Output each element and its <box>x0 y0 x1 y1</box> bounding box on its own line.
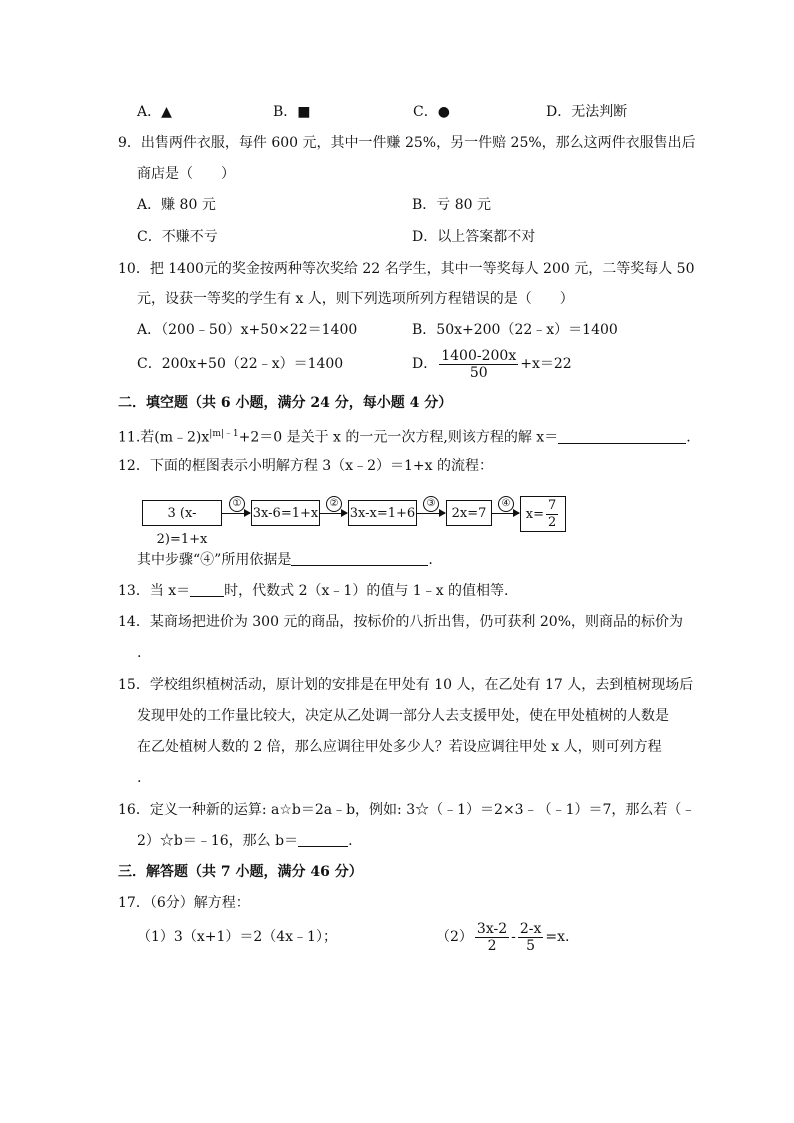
answer-blank[interactable] <box>190 582 224 597</box>
q15-stem-line4: . <box>137 770 142 786</box>
q9-option-c: C．不赚不亏 <box>137 229 218 245</box>
fraction-numerator: 7 <box>547 497 557 513</box>
q13-text-post: 时，代数式 2（x﹣1）的值与 1﹣x 的值相等. <box>224 583 509 599</box>
flow-box-4: 2x=7 <box>446 500 492 526</box>
fraction-denominator: 2 <box>487 937 497 954</box>
q10-stem-line1: 10．把 1400元的奖金按两种等次奖给 22 名学生，其中一等奖每人 200 元，二等奖每人 50 <box>118 261 695 277</box>
q16-stem-line2 <box>137 831 353 851</box>
flow-arrow-3 <box>417 513 445 514</box>
q12-basis-question <box>137 550 433 570</box>
q12-basis-pre: 其中步骤“ <box>137 552 201 568</box>
q11-text-pre: 11.若(m﹣2)x <box>118 429 210 446</box>
q14-stem-line2: . <box>137 645 142 661</box>
fraction-denominator: 5 <box>526 937 536 954</box>
step-1-marker: ① <box>229 496 245 512</box>
q15-stem-line1: 15．学校组织植树活动，原计划的安排是在甲处有 10 人，在乙处有 17 人，去到植树现场后 <box>118 677 694 693</box>
triangle-icon: ▲ <box>161 104 172 120</box>
answer-blank[interactable] <box>291 551 428 566</box>
q10-option-a: A．（200﹣50）x+50×22＝1400 <box>137 322 358 338</box>
final-fraction <box>546 498 558 531</box>
q10-option-d-tail: +x＝22 <box>520 356 572 372</box>
q17-part2-label: （2） <box>436 929 473 945</box>
flow-box-final <box>520 496 566 532</box>
q9-stem-line2: 商店是（ ） <box>137 166 235 182</box>
q11-end: . <box>686 429 691 446</box>
flow-box-3: 3x-x=1+6 <box>348 500 417 526</box>
q13-text-pre: 13．当 x＝ <box>118 583 191 599</box>
section-2-heading: 二．填空题（共 6 小题，满分 24 分，每小题 4 分） <box>118 395 453 411</box>
q11-stem <box>118 424 691 448</box>
q15-stem-line2: 发现甲处的工作量比较大，决定从乙处调一部分人去支援甲处，使在甲处植树的人数是 <box>137 708 669 724</box>
flow-arrow-1 <box>222 513 250 514</box>
q9-option-d: D．以上答案都不对 <box>412 229 536 245</box>
fraction-numerator: 3x-2 <box>476 920 508 937</box>
minus-sign: - <box>511 929 516 945</box>
flow-box-2: 3x-6=1+x <box>251 500 320 526</box>
q17-fraction-1 <box>475 921 509 954</box>
q17-stem: 17．（6分）解方程： <box>118 895 250 911</box>
circle-icon: ● <box>437 104 450 120</box>
q17-fraction-2 <box>518 921 544 954</box>
q8-option-a-label: A． <box>137 104 162 120</box>
q8-option-d: D．无法判断 <box>546 104 628 120</box>
q16-stem-line1: 16．定义一种新的运算: a☆b＝2a﹣b，例如: 3☆（﹣1）＝2×3﹣（﹣1）＝7，那么若（﹣ <box>118 802 696 818</box>
q10-option-d-fraction <box>439 348 518 381</box>
square-icon: ■ <box>297 104 311 120</box>
flow-arrow-2 <box>320 513 347 514</box>
q16-text-pre: 2）☆b＝﹣16，那么 b＝ <box>137 833 299 849</box>
step-3-marker: ③ <box>423 496 439 512</box>
q12-basis-post: ”所用依据是 <box>214 552 292 568</box>
flow-arrow-4 <box>492 513 519 514</box>
q17-part2-tail: =x. <box>545 929 570 945</box>
q11-exponent: |m|﹣1 <box>209 429 239 439</box>
q14-stem-line1: 14．某商场把进价为 300 元的商品，按标价的八折出售，仍可获利 20%，则商品的标价为 <box>118 614 684 630</box>
section-3-heading: 三．解答题（共 7 小题，满分 46 分） <box>118 864 363 880</box>
q8-option-c-label: C． <box>413 104 438 120</box>
flow-box-1: 3 (x-2)=1+x <box>142 500 222 526</box>
q15-stem-line3: 在乙处植树人数的 2 倍，那么应调往甲处多少人？若设应调往甲处 x 人，则可列方程 <box>137 739 662 755</box>
answer-blank[interactable] <box>558 429 686 444</box>
q8-option-a <box>137 102 172 122</box>
fraction-numerator: 1400-200x <box>441 347 517 364</box>
q17-part1: （1）3（x+1）＝2（4x﹣1）； <box>137 929 337 945</box>
step-2-marker: ② <box>326 496 342 512</box>
q12-basis-end: . <box>428 552 433 568</box>
q8-option-c <box>413 102 450 122</box>
q10-stem-line2: 元，设获一等奖的学生有 x 人，则下列选项所列方程错误的是（ ） <box>137 291 574 307</box>
q8-option-b-label: B． <box>273 104 298 120</box>
q9-option-a: A．赚 80 元 <box>137 197 216 213</box>
step-4-marker-inline: ④ <box>200 552 215 568</box>
fraction-denominator: 2 <box>547 514 557 530</box>
q10-option-d-label: D． <box>412 356 438 372</box>
q13-stem <box>118 581 508 601</box>
q12-stem: 12．下面的框图表示小明解方程 3（x﹣2）＝1+x 的流程： <box>118 458 493 474</box>
q11-text-post: +2＝0 是关于 x 的一元一次方程,则该方程的解 x＝ <box>238 429 559 446</box>
q10-option-d <box>412 346 572 382</box>
answer-blank[interactable] <box>298 832 348 847</box>
q16-end: . <box>348 833 353 849</box>
q9-stem-line1: 9．出售两件衣服，每件 600 元，其中一件赚 25%，另一件赔 25%，那么这两件衣服售出后 <box>118 135 696 151</box>
q9-option-b: B．亏 80 元 <box>412 197 492 213</box>
q10-option-b: B．50x+200（22﹣x）＝1400 <box>412 322 618 338</box>
fraction-denominator: 50 <box>469 364 488 381</box>
fraction-numerator: 2-x <box>519 920 542 937</box>
q10-option-c: C．200x+50（22﹣x）＝1400 <box>137 356 344 372</box>
q8-option-b <box>273 102 311 122</box>
step-4-marker: ④ <box>498 496 514 512</box>
q17-part2 <box>436 918 569 956</box>
final-lhs: x= <box>525 506 544 522</box>
